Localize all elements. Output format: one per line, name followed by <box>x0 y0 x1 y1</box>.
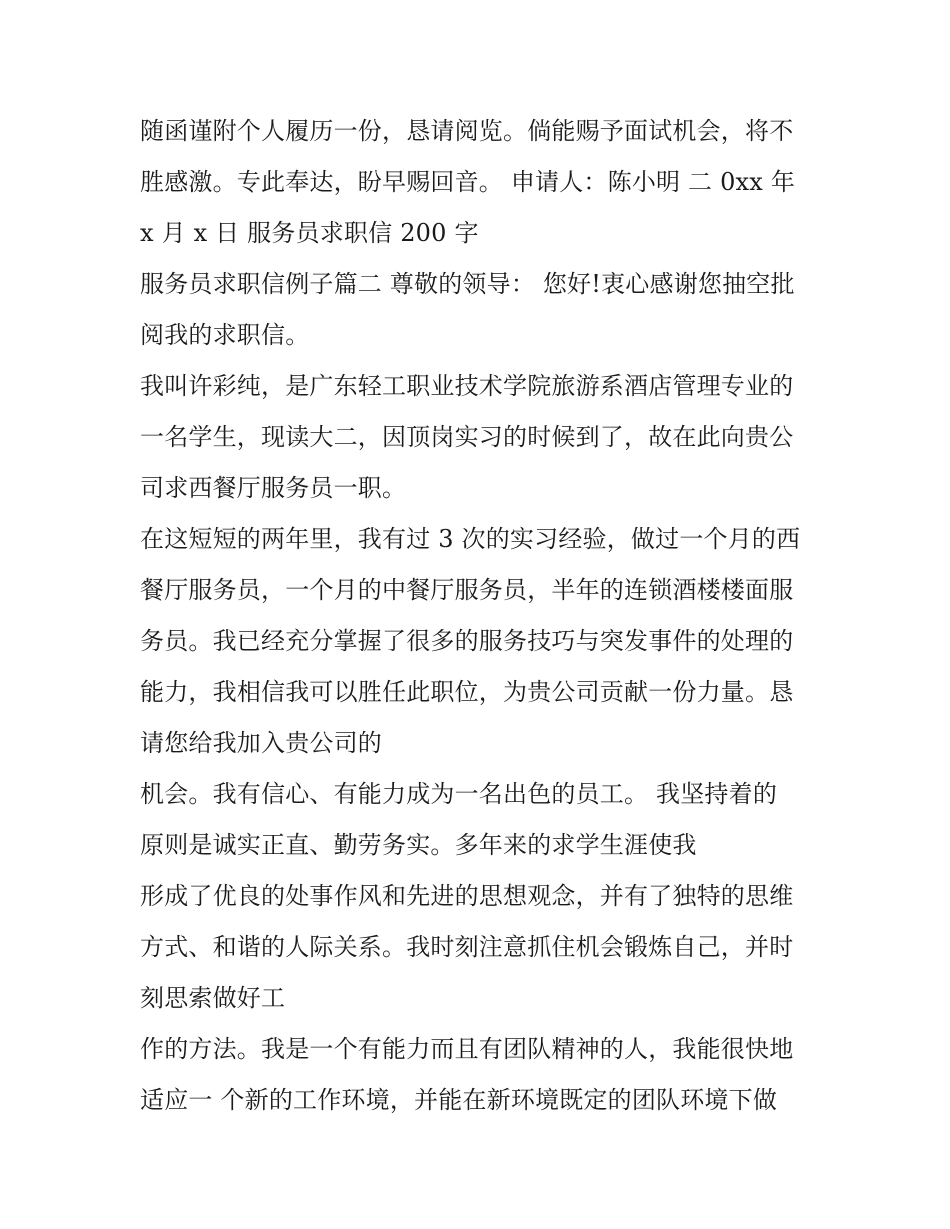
text-line: 在这短短的两年里，我有过 3 次的实习经验，做过一个月的西 <box>140 525 801 553</box>
text-line: 方式、和谐的人际关系。我时刻注意抓住机会锻炼自己，并时 <box>140 933 794 961</box>
text-line: 请您给我加入贵公司的 <box>140 729 382 757</box>
text-line: 司求西餐厅服务员一职。 <box>140 474 407 502</box>
text-line: x 月 x 日 服务员求职信 200 字 <box>140 219 479 247</box>
text-line: 阅我的求职信。 <box>140 321 310 349</box>
text-line: 能力，我相信我可以胜任此职位，为贵公司贡献一份力量。恳 <box>140 678 794 706</box>
text-line: 胜感激。专此奉达，盼早赐回音。 申请人：陈小明 二 0xx 年 <box>140 168 796 196</box>
text-line: 原则是诚实正直、勤劳务实。多年来的求学生涯使我 <box>140 831 697 859</box>
text-line: 刻思索做好工 <box>140 984 286 1012</box>
text-line: 我叫许彩纯，是广东轻工职业技术学院旅游系酒店管理专业的 <box>140 372 794 400</box>
text-line: 作的方法。我是一个有能力而且有团队精神的人，我能很快地 <box>140 1035 794 1063</box>
text-line: 机会。我有信心、有能力成为一名出色的员工。 我坚持着的 <box>140 780 778 808</box>
text-line: 务员。我已经充分掌握了很多的服务技巧与突发事件的处理的 <box>140 627 794 655</box>
text-line: 随函谨附个人履历一份，恳请阅览。倘能赐予面试机会，将不 <box>140 117 794 145</box>
text-line: 服务员求职信例子篇二 尊敬的领导： 您好!衷心感谢您抽空批 <box>140 270 795 298</box>
letter-body <box>140 106 820 1126</box>
text-line: 餐厅服务员，一个月的中餐厅服务员，半年的连锁酒楼楼面服 <box>140 576 794 604</box>
text-line: 适应一 个新的工作环境，并能在新环境既定的团队环境下做 <box>140 1086 778 1114</box>
text-line: 形成了优良的处事作风和先进的思想观念，并有了独特的思维 <box>140 882 794 910</box>
text-line: 一名学生，现读大二，因顶岗实习的时候到了，故在此向贵公 <box>140 423 794 451</box>
